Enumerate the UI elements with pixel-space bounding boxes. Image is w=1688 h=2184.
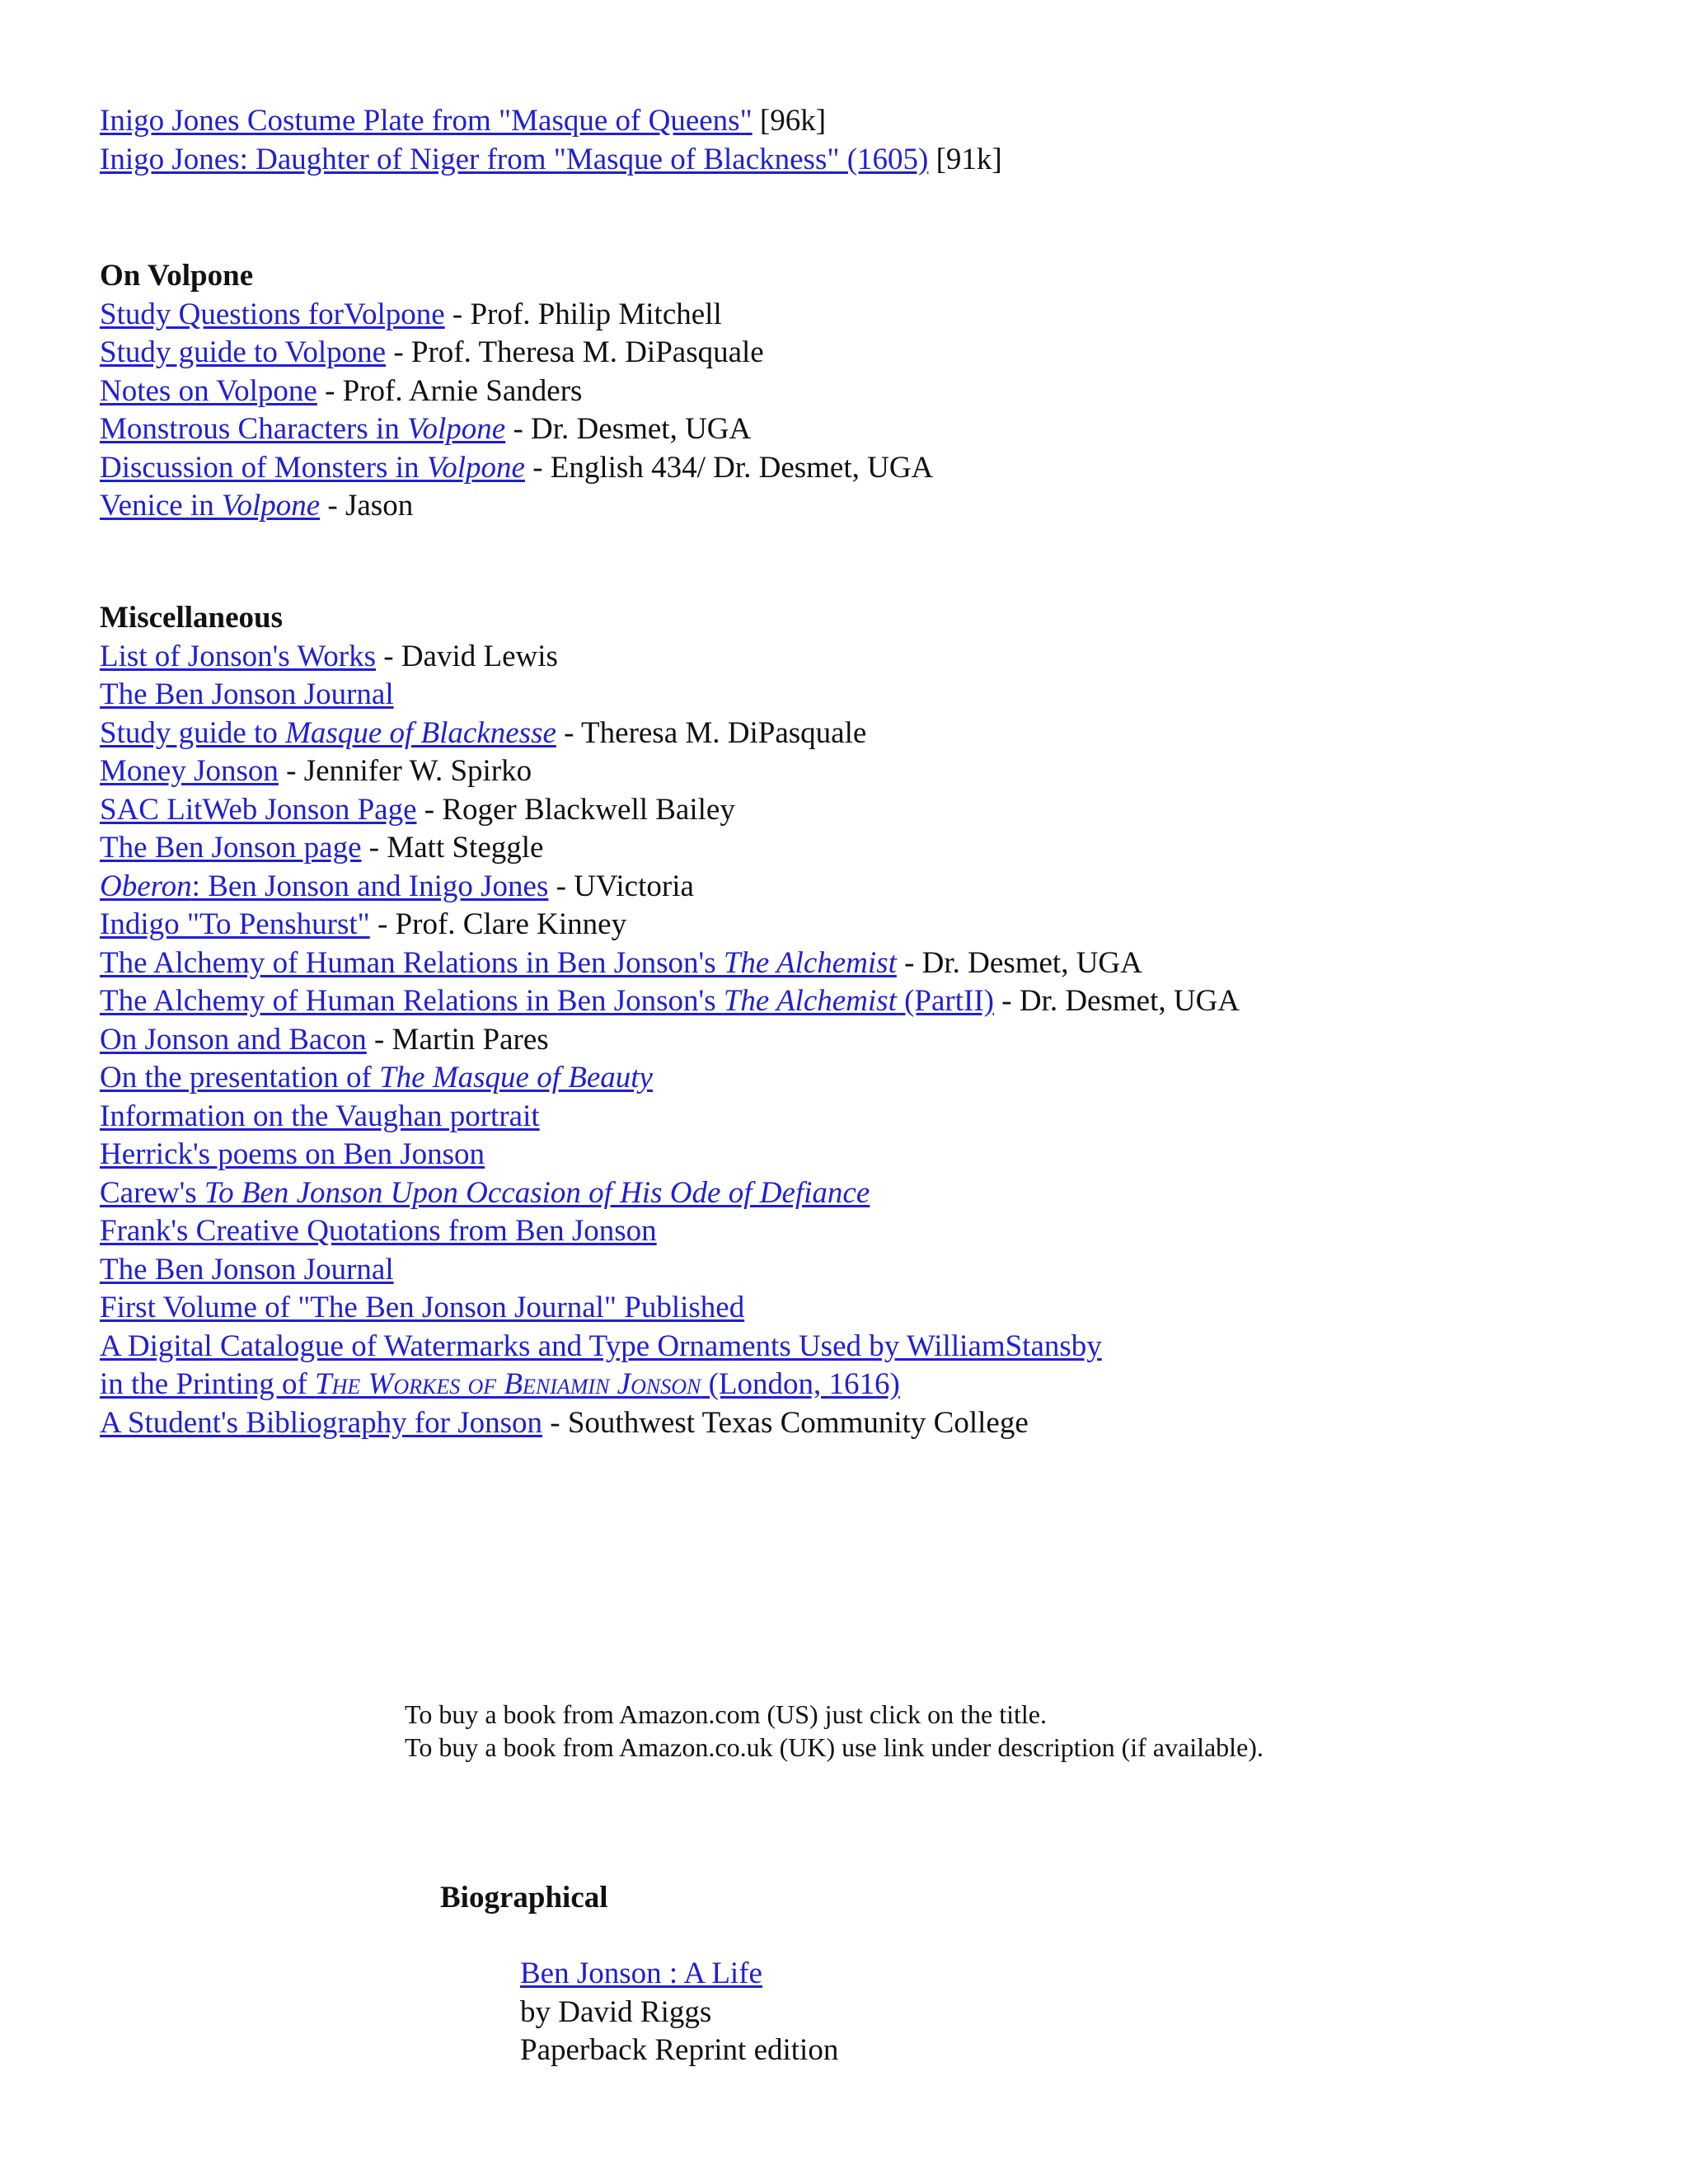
author-text: - Dr. Desmet, UGA [505, 412, 752, 446]
list-item [100, 449, 933, 488]
link-text: The Ben Jonson Journal [100, 1252, 394, 1286]
link-text: Study guide to Volpone [100, 335, 387, 369]
link-text-suffix: (London, 1616) [701, 1367, 900, 1401]
amazon-note [405, 1698, 1264, 1764]
list-item [100, 410, 933, 449]
resource-link[interactable] [100, 489, 320, 523]
author-text: - Matt Steggle [361, 831, 544, 865]
list-item [100, 373, 933, 411]
link-text: Money Jonson [100, 754, 279, 788]
inigo-costume-plate-link[interactable]: Inigo Jones Costume Plate from "Masque of Queens" [100, 104, 753, 138]
link-text: in the Printing of [100, 1367, 316, 1401]
miscellaneous-list [100, 638, 1240, 1443]
section-heading-miscellaneous: Miscellaneous [100, 601, 283, 635]
list-item [100, 676, 1240, 715]
resource-link[interactable] [100, 831, 362, 865]
resource-link[interactable] [100, 1214, 657, 1248]
link-text: List of Jonson's Works [100, 639, 377, 673]
volpone-list [100, 296, 933, 526]
link-text: Study Questions forVolpone [100, 297, 445, 331]
resource-link[interactable] [100, 335, 386, 369]
link-text: Venice in [100, 489, 222, 523]
link-title-italic: The Alchemist [723, 945, 897, 980]
resource-link[interactable] [100, 298, 445, 331]
resource-link[interactable] [100, 984, 994, 1018]
author-text: - Roger Blackwell Bailey [416, 792, 735, 827]
resource-link[interactable] [100, 869, 548, 903]
author-text: - Prof. Philip Mitchell [444, 297, 722, 331]
amazon-uk-note: To buy a book from Amazon.co.uk (UK) use link under description (if available). [405, 1732, 1264, 1762]
list-item [100, 982, 1240, 1021]
link-title-italic: Oberon [100, 869, 192, 903]
list-item [100, 868, 1240, 907]
resource-link[interactable] [100, 1406, 542, 1440]
section-heading-biographical: Biographical [440, 1881, 608, 1915]
link-title-italic: Volpone [221, 489, 321, 523]
list-item [100, 1021, 1240, 1060]
link-text: A Digital Catalogue of Watermarks and Type Ornaments Used by WilliamStansby [100, 1329, 1102, 1363]
resource-link[interactable] [100, 754, 279, 788]
link-title-italic: The Masque of Beauty [379, 1061, 653, 1094]
link-text: The Alchemy of Human Relations in Ben Jonson's [100, 945, 724, 980]
author-text: - David Lewis [376, 639, 558, 673]
resource-link[interactable] [100, 640, 376, 673]
author-text: - Theresa M. DiPasquale [556, 715, 867, 750]
link-text: On the presentation of [100, 1061, 380, 1094]
resource-link[interactable] [100, 677, 394, 711]
list-item [100, 1174, 1240, 1213]
list-item [100, 1212, 1240, 1251]
author-text: - Dr. Desmet, UGA [896, 945, 1142, 980]
list-item [100, 1366, 1240, 1404]
link-text: Indigo "To Penshurst" [100, 907, 370, 941]
author-text: - Jennifer W. Spirko [278, 754, 532, 788]
list-item [100, 715, 1240, 753]
link-text: First Volume of "The Ben Jonson Journal" Published [100, 1291, 745, 1324]
resource-link[interactable] [100, 374, 317, 408]
resource-link[interactable] [100, 451, 525, 485]
book-title-link[interactable]: Ben Jonson : A Life [520, 1957, 762, 1990]
link-text: : Ben Jonson and Inigo Jones [191, 869, 549, 903]
list-item [100, 944, 1240, 983]
list-item [100, 1098, 1240, 1137]
resource-link[interactable] [100, 1291, 744, 1324]
list-item [100, 1404, 1240, 1443]
author-text: - Prof. Clare Kinney [369, 907, 627, 941]
resource-link[interactable] [100, 793, 417, 827]
link-text: SAC LitWeb Jonson Page [100, 792, 417, 827]
resource-link[interactable] [100, 1099, 540, 1133]
inigo-daughter-of-niger-link[interactable]: Inigo Jones: Daughter of Niger from "Masque of Blackness" (1605) [100, 142, 929, 176]
link-title-small-caps: The Workes of Beniamin Jonson [315, 1367, 701, 1401]
list-item [100, 1136, 1240, 1174]
link-text: On Jonson and Bacon [100, 1022, 367, 1057]
link-text: The Alchemy of Human Relations in Ben Jonson's [100, 984, 724, 1018]
resource-link[interactable] [100, 1023, 367, 1057]
list-item [100, 1289, 1240, 1328]
list-item [100, 141, 1002, 180]
resource-link[interactable] [100, 1176, 870, 1210]
link-text: Discussion of Monsters in [100, 450, 427, 485]
file-size: [91k] [928, 142, 1002, 176]
list-item [100, 638, 1240, 677]
book-edition: Paperback Reprint edition [520, 2033, 839, 2067]
author-text: - Dr. Desmet, UGA [994, 984, 1240, 1018]
inigo-jones-links [100, 102, 1002, 179]
list-item [100, 296, 933, 335]
author-text: - UVictoria [548, 869, 694, 903]
list-item [100, 829, 1240, 868]
link-title-italic: Volpone [407, 412, 506, 446]
book-author: by David Riggs [520, 1994, 712, 2029]
link-text: Monstrous Characters in [100, 412, 408, 446]
file-size: [96k] [752, 104, 827, 138]
book-entry [520, 1955, 838, 2070]
list-item [100, 906, 1240, 944]
resource-link[interactable] [100, 1367, 900, 1401]
link-text: Carew's [100, 1175, 204, 1210]
list-item [100, 487, 933, 526]
link-title-italic: The Alchemist [723, 984, 897, 1018]
author-text: - Jason [320, 489, 414, 523]
author-text: - Southwest Texas Community College [542, 1405, 1029, 1440]
author-text: - Martin Pares [366, 1022, 549, 1057]
list-item [100, 791, 1240, 830]
link-text: The Ben Jonson Journal [100, 677, 394, 711]
author-text: - Prof. Arnie Sanders [316, 373, 583, 408]
link-title-italic: To Ben Jonson Upon Occasion of His Ode of Defiance [204, 1175, 870, 1210]
amazon-us-note: To buy a book from Amazon.com (US) just click on the title. [405, 1699, 1047, 1729]
link-text-suffix: (PartII) [896, 984, 994, 1018]
link-title-italic: Masque of Blacknesse [285, 715, 556, 750]
resource-link[interactable] [100, 716, 556, 750]
resource-link[interactable] [100, 1329, 1102, 1363]
author-text: - Prof. Theresa M. DiPasquale [386, 335, 764, 369]
list-item [100, 752, 1240, 791]
list-item [100, 102, 1002, 141]
list-item [100, 1328, 1240, 1366]
volpone-section [100, 257, 933, 526]
list-item [100, 334, 933, 373]
link-text: Frank's Creative Quotations from Ben Jonson [100, 1214, 657, 1248]
list-item [100, 1251, 1240, 1290]
section-heading-volpone: On Volpone [100, 259, 254, 293]
link-text: Study guide to [100, 715, 286, 750]
link-text: Notes on Volpone [100, 373, 317, 408]
link-text: The Ben Jonson page [100, 831, 362, 865]
list-item [100, 1059, 1240, 1098]
link-text: Information on the Vaughan portrait [100, 1099, 540, 1133]
miscellaneous-section [100, 599, 1240, 1442]
resource-link[interactable] [100, 1137, 485, 1171]
author-text: - English 434/ Dr. Desmet, UGA [524, 450, 934, 485]
resource-link[interactable] [100, 1253, 394, 1286]
resource-link[interactable] [100, 946, 897, 980]
link-title-italic: Volpone [426, 450, 525, 485]
link-text: A Student's Bibliography for Jonson [100, 1405, 543, 1440]
link-text: Herrick's poems on Ben Jonson [100, 1137, 485, 1171]
resource-link[interactable] [100, 1061, 653, 1094]
resource-link[interactable] [100, 412, 505, 446]
resource-link[interactable] [100, 907, 370, 941]
